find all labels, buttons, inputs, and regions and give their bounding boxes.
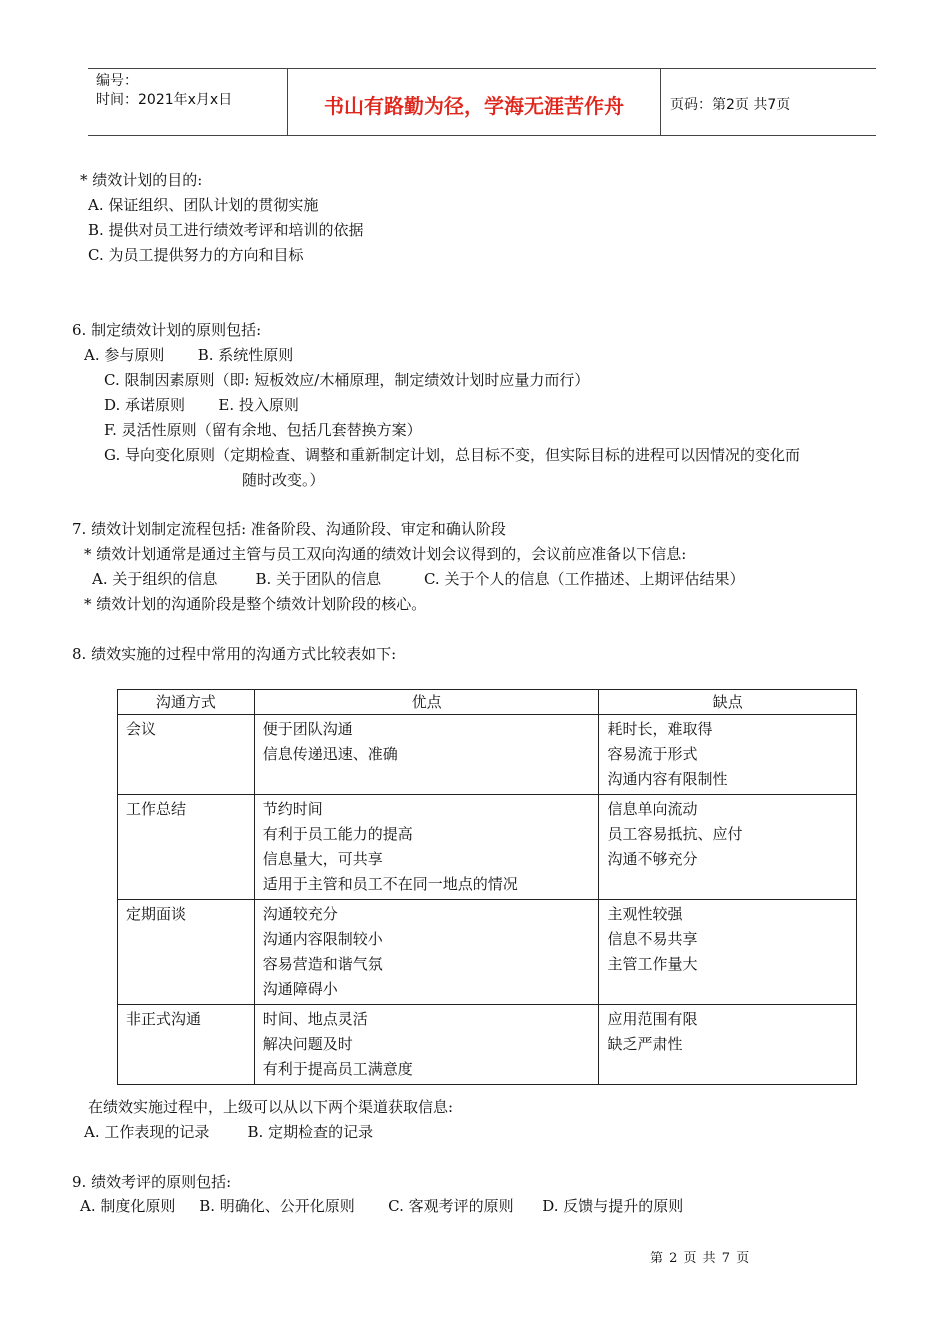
section9-items: A. 制度化原则 B. 明确化、公开化原则 C. 客观考评的原则 D. 反馈与提升的原则 bbox=[80, 1197, 684, 1215]
table-cell-method: 会议 bbox=[118, 715, 255, 795]
header-time-label: 时间：2021年x月x日 bbox=[96, 92, 233, 108]
purpose-item-c: C. 为员工提供努力的方向和目标 bbox=[88, 246, 304, 264]
table-cell-method: 定期面谈 bbox=[118, 900, 255, 1005]
table-header-cons: 缺点 bbox=[599, 690, 857, 715]
table-header-method: 沟通方式 bbox=[118, 690, 255, 715]
section8-channels: A. 工作表现的记录 B. 定期检查的记录 bbox=[84, 1123, 374, 1141]
section6-g2: 随时改变。） bbox=[242, 471, 325, 489]
table-row bbox=[118, 795, 857, 900]
header-bottom-rule bbox=[88, 135, 876, 136]
section6-g: G. 导向变化原则（定期检查、调整和重新制定计划，总目标不变，但实际目标的进程可以因情况的变化而 bbox=[104, 446, 800, 464]
section6-de: D. 承诺原则 E. 投入原则 bbox=[104, 396, 299, 414]
header-motto: 书山有路勤为径，学海无涯苦作舟 bbox=[324, 94, 624, 118]
section6-ab: A. 参与原则 B. 系统性原则 bbox=[84, 346, 294, 364]
table-header-pros: 优点 bbox=[254, 690, 599, 715]
section7-heading: 7. 绩效计划制定流程包括: 准备阶段、沟通阶段、审定和确认阶段 bbox=[72, 520, 506, 538]
section6-f: F. 灵活性原则（留有余地、包括几套替换方案） bbox=[104, 421, 422, 439]
table-cell-pros: 沟通较充分 沟通内容限制较小 容易营造和谐气氛 沟通障碍小 bbox=[254, 900, 599, 1005]
section9-heading: 9. 绩效考评的原则包括: bbox=[72, 1173, 232, 1191]
table-row bbox=[118, 900, 857, 1005]
section8-after: 在绩效实施过程中，上级可以从以下两个渠道获取信息: bbox=[88, 1098, 454, 1116]
purpose-heading: * 绩效计划的目的: bbox=[80, 171, 203, 189]
table-cell-cons: 信息单向流动 员工容易抵抗、应付 沟通不够充分 bbox=[599, 795, 857, 900]
table-row bbox=[118, 715, 857, 795]
table-cell-cons: 耗时长，难取得 容易流于形式 沟通内容有限制性 bbox=[599, 715, 857, 795]
communication-comparison-table bbox=[117, 689, 857, 1085]
section6-c: C. 限制因素原则（即: 短板效应/木桶原理，制定绩效计划时应量力而行） bbox=[104, 371, 590, 389]
table-cell-method: 非正式沟通 bbox=[118, 1005, 255, 1085]
table-cell-cons: 主观性较强 信息不易共享 主管工作量大 bbox=[599, 900, 857, 1005]
section6-heading: 6. 制定绩效计划的原则包括: bbox=[72, 321, 262, 339]
table-cell-pros: 便于团队沟通 信息传递迅速、准确 bbox=[254, 715, 599, 795]
purpose-item-b: B. 提供对员工进行绩效考评和培训的依据 bbox=[88, 221, 364, 239]
footer-page-number: 第 2 页 共 7 页 bbox=[650, 1251, 751, 1266]
section7-note2: * 绩效计划的沟通阶段是整个绩效计划阶段的核心。 bbox=[84, 595, 427, 613]
purpose-item-a: A. 保证组织、团队计划的贯彻实施 bbox=[88, 196, 319, 214]
table-header-row bbox=[118, 690, 857, 715]
table-cell-method: 工作总结 bbox=[118, 795, 255, 900]
header-code-label: 编号： bbox=[96, 73, 138, 89]
table-cell-pros: 时间、地点灵活 解决问题及时 有利于提高员工满意度 bbox=[254, 1005, 599, 1085]
section7-note1: * 绩效计划通常是通过主管与员工双向沟通的绩效计划会议得到的，会议前应准备以下信息: bbox=[84, 545, 687, 563]
table-row bbox=[118, 1005, 857, 1085]
header-divider-2 bbox=[660, 69, 661, 135]
section7-info: A. 关于组织的信息 B. 关于团队的信息 C. 关于个人的信息（工作描述、上期评估结果） bbox=[92, 570, 745, 588]
table-cell-pros: 节约时间 有利于员工能力的提高 信息量大，可共享 适用于主管和员工不在同一地点的情况 bbox=[254, 795, 599, 900]
section8-heading: 8. 绩效实施的过程中常用的沟通方式比较表如下: bbox=[72, 645, 397, 663]
header-page-label: 页码：第2页 共7页 bbox=[670, 97, 791, 113]
header-top-rule bbox=[88, 68, 876, 69]
table-cell-cons: 应用范围有限 缺乏严肃性 bbox=[599, 1005, 857, 1085]
